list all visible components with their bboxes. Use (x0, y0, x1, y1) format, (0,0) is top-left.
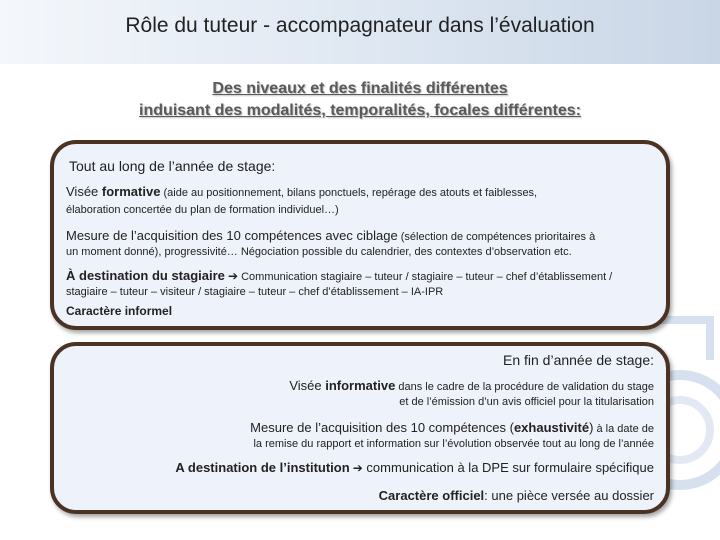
mesure-line (250, 420, 654, 435)
vise-prefix: Visée (66, 184, 102, 199)
vise-rest: (aide au positionnement, bilans ponctuels, repérage des atouts et faiblesses, (160, 187, 538, 199)
destination-strong: A destination de l’institution (175, 460, 350, 475)
vise-strong: formative (101, 184, 161, 199)
vise-rest: dans le cadre de la procédure de validation du stage (395, 381, 654, 393)
destination-rest: Communication stagiaire – tuteur / stagiaire – tuteur – chef d’établissement / (238, 271, 613, 283)
year-long-panel (50, 140, 670, 330)
mesure-big-2: ) (589, 420, 594, 435)
mesure-line-2: la remise du rapport et information sur l’évolution observée tout au long de l’année (253, 438, 654, 450)
mesure-big: Mesure de l’acquisition des 10 compétences avec ciblage (66, 228, 398, 243)
mesure-small: à la date de (593, 423, 654, 435)
destination-line-2: stagiaire – tuteur – visiteur / stagiaire – tuteur – chef d’établissement – IA-IPR (66, 286, 444, 298)
caractere-informel: Caractère informel (66, 304, 173, 318)
mesure-big-1: Mesure de l’acquisition des 10 compétences ( (250, 420, 514, 435)
vise-line-2: et de l’émission d’un avis officiel pour la titularisation (399, 396, 654, 408)
panel-heading: En fin d’année de stage: (502, 352, 654, 368)
mesure-line-2: un moment donné), progressivité… Négociation possible du calendrier, des contextes d’observation etc. (66, 246, 572, 258)
destination-line (175, 460, 654, 475)
vise-line (66, 184, 537, 199)
caractere-rest: : une pièce versée au dossier (484, 488, 654, 503)
arrow-right-icon: ➔ (352, 461, 363, 475)
end-of-year-panel (50, 342, 670, 514)
vise-strong: informative (325, 378, 396, 393)
vise-line-2: élaboration concertée du plan de formation individuel…) (66, 204, 339, 216)
destination-rest: communication à la DPE sur formulaire spécifique (362, 460, 654, 475)
subtitle (0, 78, 720, 122)
vise-prefix: Visée (289, 378, 326, 393)
caractere-strong: Caractère officiel (378, 488, 485, 503)
mesure-small: (sélection de compétences prioritaires à (397, 231, 596, 243)
mesure-strong: exhaustivité (513, 420, 590, 435)
mesure-line (66, 228, 595, 243)
destination-strong: À destination du stagiaire (66, 268, 225, 283)
vise-line (289, 378, 654, 393)
destination-line (66, 268, 612, 283)
arrow-right-icon: ➔ (227, 269, 239, 283)
subtitle-line-2: induisant des modalités, temporalités, focales différentes: (139, 102, 581, 119)
panel-heading: Tout au long de l’année de stage: (69, 158, 276, 174)
page-title: Rôle du tuteur - accompagnateur dans l’évaluation (125, 14, 595, 37)
caractere-officiel (379, 488, 654, 503)
subtitle-line-1: Des niveaux et des finalités différentes (212, 80, 508, 97)
